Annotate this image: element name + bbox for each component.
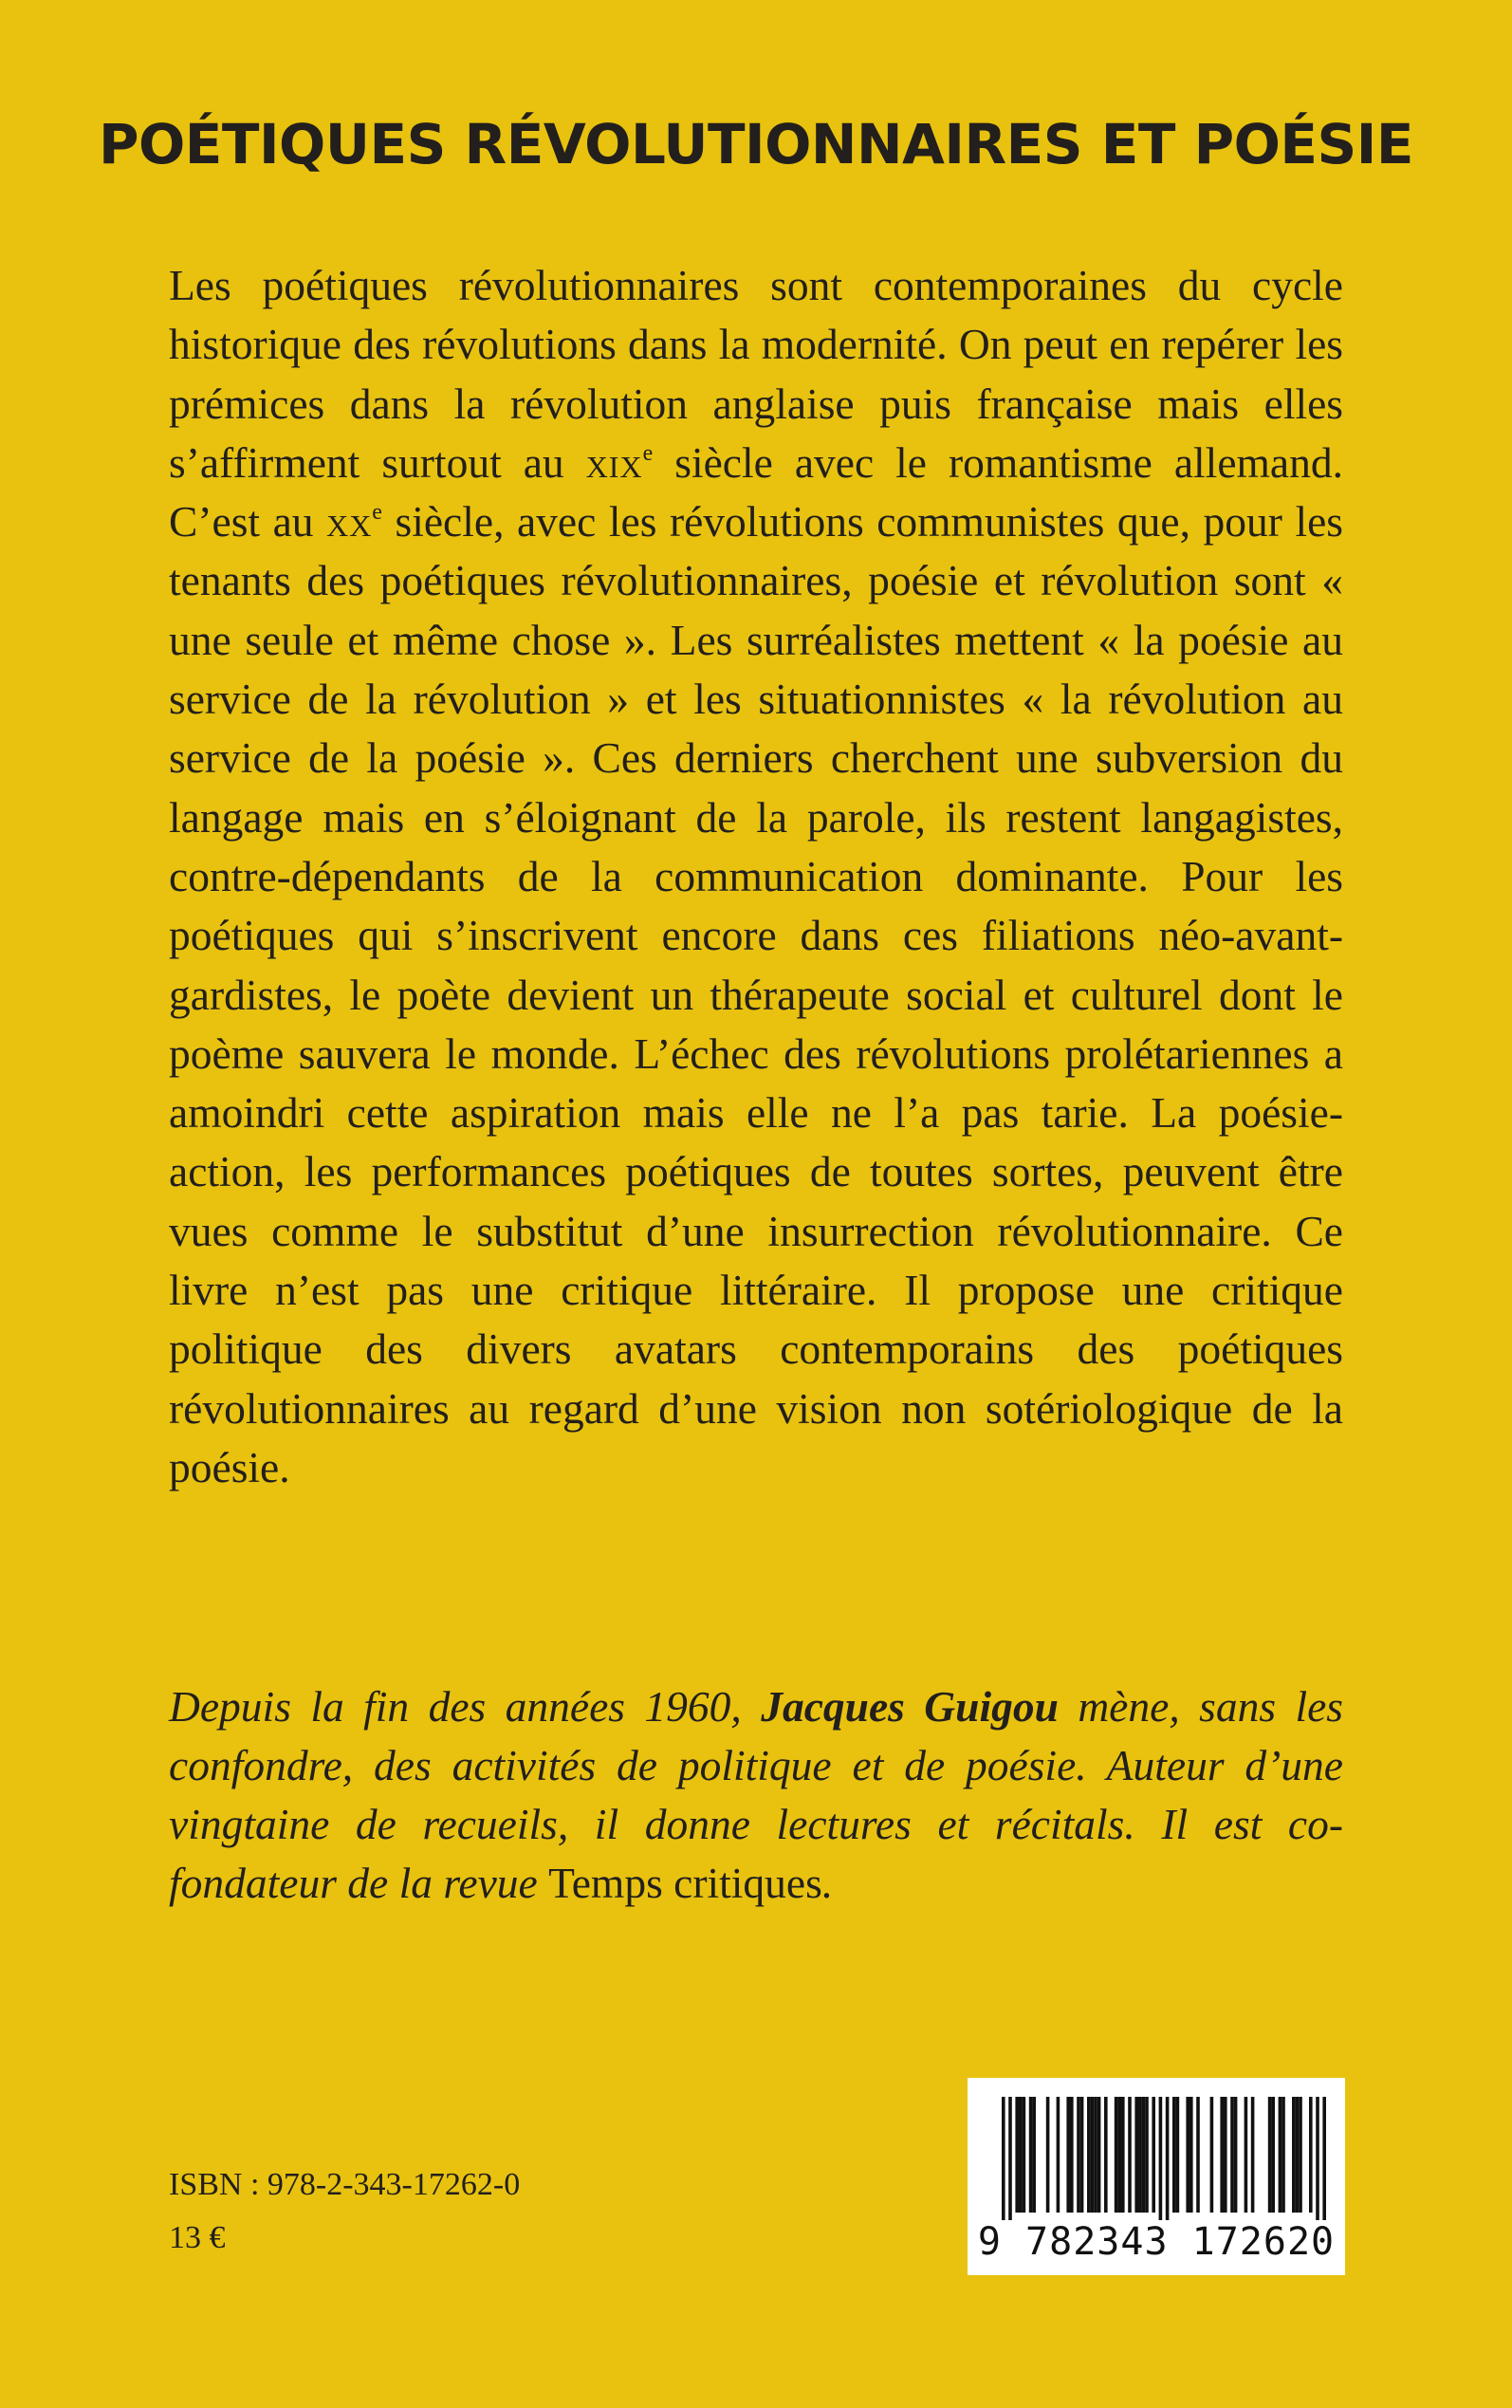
barcode-bar [1094, 2097, 1097, 2213]
barcode-digits: 9 782343 172620 [977, 2220, 1336, 2264]
barcode [968, 2078, 1345, 2275]
barcode-bar [1121, 2097, 1125, 2213]
bio-end: . [821, 1859, 834, 1907]
barcode-bar [1134, 2097, 1138, 2213]
barcode-bars [968, 2078, 1345, 2220]
barcode-bar [1166, 2097, 1170, 2220]
barcode-bar [1282, 2097, 1285, 2213]
barcode-bar [1268, 2097, 1272, 2213]
barcode-bar [1271, 2097, 1275, 2213]
journal-name: Temps critiques [548, 1859, 822, 1907]
barcode-bar [1152, 2097, 1155, 2213]
barcode-bar [1309, 2097, 1313, 2213]
book-title: POÉTIQUES RÉVOLUTIONNAIRES ET POÉSIE [98, 112, 1414, 176]
author-name: Jacques Guigou [761, 1682, 1059, 1731]
barcode-bar [1279, 2097, 1282, 2213]
barcode-bar [1080, 2097, 1084, 2213]
barcode-bar [1316, 2097, 1319, 2220]
isbn: ISBN : 978-2-343-17262-0 [169, 2167, 521, 2202]
barcode-bar [1189, 2097, 1193, 2213]
barcode-bar [1015, 2097, 1019, 2213]
barcode-bar [1115, 2097, 1118, 2213]
summary-part-1: Les poétiques révolutionnaires sont contemporaines du cycle historique des révolutions dans la modernité. On peut en repérer les prémices dans la révolution anglaise puis française mais elles s’affirment surtout au [169, 261, 1343, 487]
summary-part-2: siècle avec le romantisme allemand. C’est au [169, 437, 1343, 546]
barcode-bar [1023, 2097, 1026, 2213]
bio-body: mène, sans les confondre, des activités de politique et de poésie. Auteur d’une vingtaine de recueils, il donne lectures et récitals. Il est co-fondateur de la revue [169, 1682, 1343, 1907]
barcode-bar [1077, 2097, 1080, 2213]
barcode-bar [1097, 2097, 1101, 2213]
barcode-bar [1032, 2097, 1036, 2213]
barcode-bar [1091, 2097, 1095, 2213]
book-summary [169, 256, 1343, 1497]
barcode-bar [1142, 2097, 1146, 2213]
barcode-bar [1138, 2097, 1142, 2213]
barcode-bar [1299, 2097, 1302, 2213]
barcode-bar [1210, 2097, 1214, 2213]
barcode-bar [1066, 2097, 1070, 2213]
barcode-bar [1292, 2097, 1296, 2213]
barcode-bar [1029, 2097, 1033, 2213]
barcode-bar [1230, 2097, 1234, 2213]
barcode-bar [1159, 2097, 1163, 2220]
price: 13 € [169, 2220, 226, 2255]
barcode-bar [1019, 2097, 1023, 2213]
century-20-suffix: e [372, 500, 382, 526]
barcode-bar [1234, 2097, 1238, 2213]
century-20: xx [326, 497, 373, 546]
barcode-bar [1057, 2097, 1060, 2213]
barcode-bar [1002, 2097, 1005, 2220]
barcode-bar [1104, 2097, 1108, 2213]
barcode-bar [1196, 2097, 1200, 2213]
barcode-bar [1224, 2097, 1227, 2213]
author-bio [169, 1677, 1343, 1913]
summary-part-3: siècle, avec les révolutions communistes que, pour les tenants des poétiques révolutionnaires, poésie et révolution sont « une seule et même chose ». Les surréalistes mettent « la poésie au service de la révolution » et les situationnistes « la révolution au service de la poésie ». Ces derniers cherchent une subversion du langage mais en s’éloignant de la parole, ils restent langagistes, contre-dépendants de la communication dominante. Pour les poétiques qui s’inscrivent encore dans ces filiations néo-avant-gardistes, le poète devient un thérapeute social et culturel dont le poème sauvera le monde. L’échec des révolutions prolétariennes a amoindri cette aspiration mais elle ne l’a pas tarie. La poésie-action, les performances poétiques de toutes sortes, peuvent être vues comme le substitut d’une insurrection révolutionnaire. Ce livre n’est pas une critique littéraire. Il propose une critique politique des divers avatars contemporains des poétiques révolutionnaires au regard d’une vision non sotériologique de la poésie. [169, 497, 1343, 1491]
barcode-bar [1087, 2097, 1091, 2213]
barcode-bar [1070, 2097, 1074, 2213]
barcode-bar [1322, 2097, 1326, 2220]
century-19: xix [585, 437, 643, 487]
barcode-bar [1117, 2097, 1121, 2213]
barcode-bar [1296, 2097, 1300, 2213]
barcode-bar [1245, 2097, 1248, 2213]
barcode-bar [1251, 2097, 1255, 2213]
barcode-bar [1220, 2097, 1224, 2213]
century-19-suffix: e [642, 440, 654, 466]
barcode-bar [1128, 2097, 1132, 2213]
barcode-bar [1176, 2097, 1180, 2213]
bio-intro: Depuis la fin des années 1960, [169, 1682, 762, 1731]
barcode-bar [1172, 2097, 1176, 2213]
barcode-bar [1145, 2097, 1149, 2213]
barcode-bar [1186, 2097, 1189, 2213]
barcode-bar [1008, 2097, 1012, 2220]
barcode-bar [1046, 2097, 1050, 2213]
